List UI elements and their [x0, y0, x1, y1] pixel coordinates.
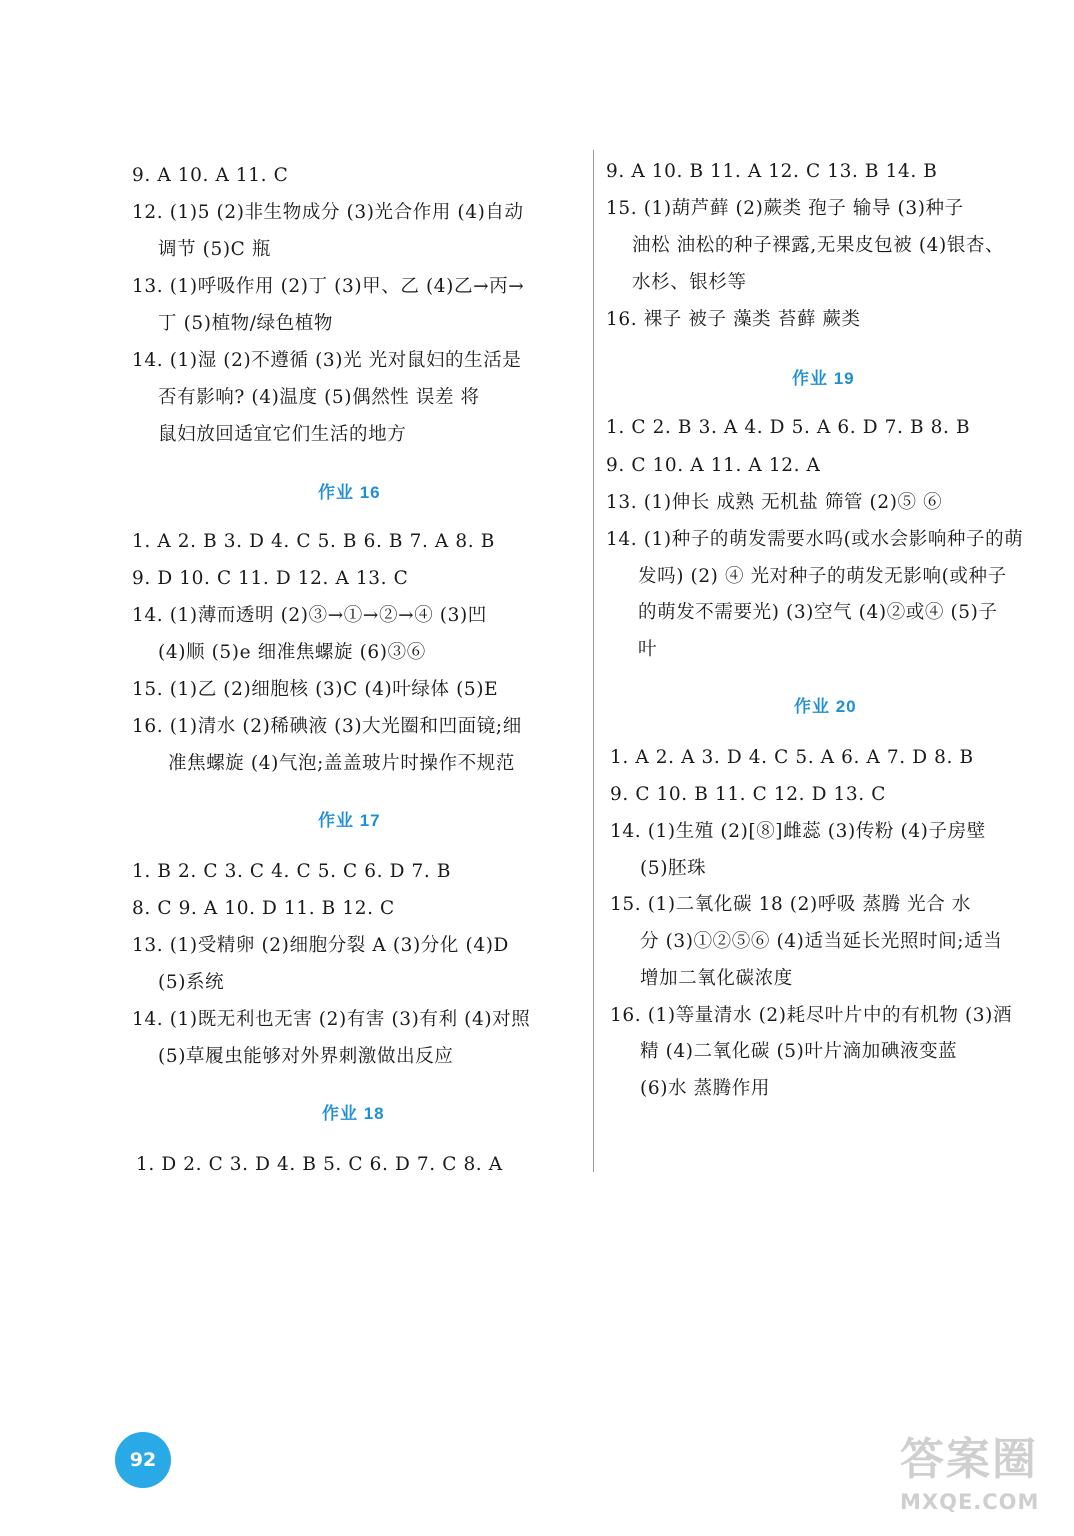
answer-line: 9. C 10. A 11. A 12. A: [606, 455, 821, 476]
answer-line: 16. 裸子 被子 藻类 苔藓 蕨类: [606, 309, 861, 330]
answer-line: 分 (3)①②⑤⑥ (4)适当延长光照时间;适当: [640, 931, 1003, 952]
answer-line: 油松 油松的种子裸露,无果皮包被 (4)银杏、: [632, 235, 1005, 256]
answer-line: 增加二氧化碳浓度: [640, 968, 793, 989]
answer-line: 9. A 10. B 11. A 12. C 13. B 14. B: [606, 161, 938, 182]
answer-line: 叶: [638, 639, 658, 660]
answer-line: 14. (1)既无利也无害 (2)有害 (3)有利 (4)对照: [132, 1009, 531, 1030]
section-heading-16: 作业 16: [318, 483, 381, 502]
answer-line: (5)系统: [158, 972, 225, 993]
answer-line: 16. (1)等量清水 (2)耗尽叶片中的有机物 (3)酒: [610, 1005, 1013, 1026]
watermark-text: 答案圈: [900, 1434, 1038, 1485]
answer-line: 9. D 10. C 11. D 12. A 13. C: [132, 568, 409, 589]
answer-line: 15. (1)乙 (2)细胞核 (3)C (4)叶绿体 (5)E: [132, 679, 499, 700]
watermark-url: MXQE.COM: [900, 1490, 1040, 1514]
answer-line: 14. (1)湿 (2)不遵循 (3)光 光对鼠妇的生活是: [132, 350, 522, 371]
answer-line: 13. (1)呼吸作用 (2)丁 (3)甲、乙 (4)乙→丙→: [132, 276, 525, 297]
answer-line: 1. A 2. A 3. D 4. C 5. A 6. A 7. D 8. B: [610, 747, 974, 768]
answer-line: (5)胚珠: [640, 858, 707, 879]
answer-line: 8. C 9. A 10. D 11. B 12. C: [132, 898, 395, 919]
answer-line: 12. (1)5 (2)非生物成分 (3)光合作用 (4)自动: [132, 202, 524, 223]
answer-line: 1. A 2. B 3. D 4. C 5. B 6. B 7. A 8. B: [132, 531, 495, 552]
answer-line: 16. (1)清水 (2)稀碘液 (3)大光圈和凹面镜;细: [132, 716, 522, 737]
answer-line: 14. (1)生殖 (2)[⑧]雌蕊 (3)传粉 (4)子房壁: [610, 821, 986, 842]
answer-line: 14. (1)薄而透明 (2)③→①→②→④ (3)凹: [132, 605, 487, 626]
answer-line: (5)草履虫能够对外界刺激做出反应: [158, 1046, 454, 1067]
answer-line: 准焦螺旋 (4)气泡;盖盖玻片时操作不规范: [168, 753, 515, 774]
answer-line: 否有影响? (4)温度 (5)偶然性 误差 将: [158, 387, 480, 408]
section-heading-17: 作业 17: [318, 811, 381, 830]
answer-line: 1. C 2. B 3. A 4. D 5. A 6. D 7. B 8. B: [606, 417, 971, 438]
page-number-badge: 92: [115, 1432, 171, 1488]
answer-line: 13. (1)伸长 成熟 无机盐 筛管 (2)⑤ ⑥: [606, 492, 943, 513]
answer-line: 的萌发不需要光) (3)空气 (4)②或④ (5)子: [638, 602, 998, 623]
answer-line: 1. D 2. C 3. D 4. B 5. C 6. D 7. C 8. A: [136, 1154, 503, 1175]
answer-line: 13. (1)受精卵 (2)细胞分裂 A (3)分化 (4)D: [132, 935, 509, 956]
answer-line: 9. A 10. A 11. C: [132, 165, 289, 186]
answer-line: 丁 (5)植物/绿色植物: [158, 313, 334, 334]
section-heading-19: 作业 19: [792, 369, 855, 388]
answer-line: 14. (1)种子的萌发需要水吗(或水会影响种子的萌: [606, 529, 1024, 550]
section-heading-18: 作业 18: [322, 1104, 385, 1123]
watermark-logo: [900, 1430, 1060, 1530]
answer-line: 精 (4)二氧化碳 (5)叶片滴加碘液变蓝: [640, 1041, 958, 1062]
answer-line: 发吗) (2) ④ 光对种子的萌发无影响(或种子: [638, 566, 1007, 587]
answer-line: (6)水 蒸腾作用: [640, 1078, 770, 1099]
answer-line: 调节 (5)C 瓶: [158, 239, 272, 260]
answer-line: 鼠妇放回适宜它们生活的地方: [158, 424, 407, 445]
answer-line: (4)顺 (5)e 细准焦螺旋 (6)③⑥: [158, 642, 426, 663]
answer-line: 9. C 10. B 11. C 12. D 13. C: [610, 784, 886, 805]
answer-line: 15. (1)葫芦藓 (2)蕨类 孢子 输导 (3)种子: [606, 198, 964, 219]
answer-line: 1. B 2. C 3. C 4. C 5. C 6. D 7. B: [132, 861, 452, 882]
section-heading-20: 作业 20: [794, 697, 857, 716]
answer-line: 15. (1)二氧化碳 18 (2)呼吸 蒸腾 光合 水: [610, 894, 971, 915]
column-divider: [593, 150, 594, 1172]
answer-line: 水杉、银杉等: [632, 272, 747, 293]
